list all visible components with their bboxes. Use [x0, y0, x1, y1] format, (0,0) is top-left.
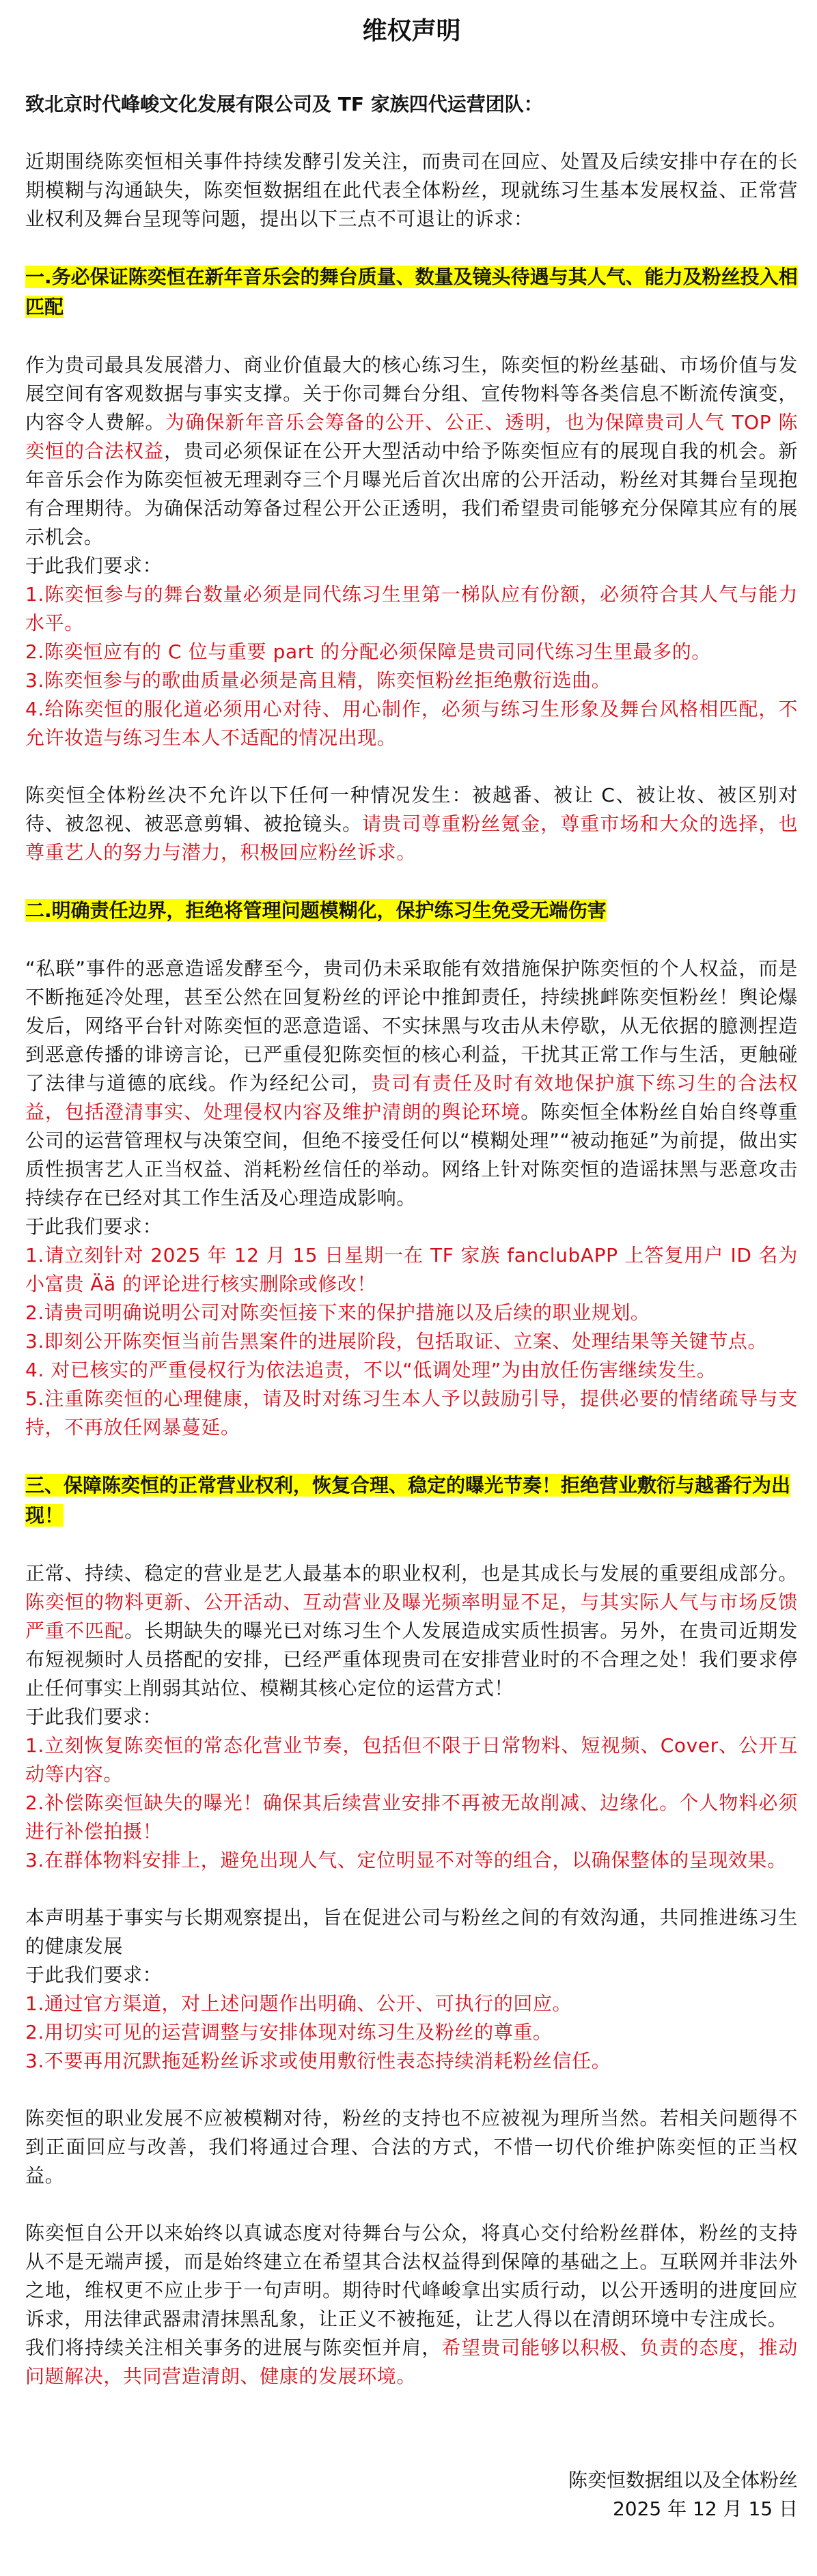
text-line	[25, 580, 798, 638]
signature-block	[25, 2466, 798, 2523]
emphasized-text: 1.通过官方渠道，对上述问题作出明确、公开、可执行的回应。	[25, 1992, 572, 2015]
paragraph-block	[25, 351, 798, 752]
text-line	[25, 552, 798, 580]
section-heading-text	[25, 1471, 798, 1531]
emphasized-text: 2.补偿陈奕恒缺失的曝光！确保其后续营业安排不再被无故削减、边缘化。个人物料必须进行补偿拍摄！	[25, 1792, 798, 1843]
body-text: 于此我们要求：	[25, 1215, 163, 1238]
emphasized-text: 为确保新年音乐会筹备的公开、公正、透明，也为保障贵司人气 TOP 陈奕恒的合法权益	[25, 411, 799, 462]
paragraph-block	[25, 781, 798, 867]
body-text: 正常、持续、稳定的营业是艺人最基本的职业权利，也是其成长与发展的重要组成部分。	[25, 1562, 798, 1585]
document-title: 维权声明	[362, 17, 461, 45]
text-line	[25, 695, 798, 752]
emphasized-text: 4. 对已核实的严重侵权行为依法追责，不以“低调处理”为由放任伤害继续发生。	[25, 1359, 717, 1381]
text-line	[25, 1903, 798, 1961]
emphasized-text: 2.陈奕恒应有的 C 位与重要 part 的分配必须保障是贵司同代练习生里最多的。	[25, 640, 711, 663]
body-text: 。陈奕恒全体粉丝自始自终尊重公司的运营管理权与决策空间，但绝不接受任何以“模糊处理”“被动拖延”为前提，做出实质性损害艺人正当权益、消耗粉丝信任的举动。网络上针对陈奕恒的造谣抹黑与恶意攻击持续存在已经对其工作生活及心理造成影响。	[25, 1101, 798, 1209]
section-heading-text	[25, 896, 798, 926]
emphasized-text: 3.陈奕恒参与的歌曲质量必须是高且精，陈奕恒粉丝拒绝敷衍选曲。	[25, 669, 611, 692]
text-line	[25, 1241, 798, 1299]
body-text: 我们将持续关注相关事务的进展与陈奕恒并肩，	[25, 2336, 442, 2359]
body-text: 于此我们要求：	[25, 1964, 163, 1986]
emphasized-text: 3.即刻公开陈奕恒当前告黑案件的进展阶段，包括取证、立案、处理结果等关键节点。	[25, 1330, 768, 1353]
emphasized-text: 贵司有责任及时有效地保护旗下练习生的合法权益，包括澄清事实、处理侵权内容及维护清朗的舆论环境	[25, 1072, 799, 1123]
text-line	[25, 1961, 798, 1990]
emphasized-text: 1.请立刻针对 2025 年 12 月 15 日星期一在 TF 家族 fanclubAPP 上答复用户 ID 名为小富贵 Ää 的评论进行核实删除或修改！	[25, 1244, 798, 1295]
text-line	[25, 147, 798, 233]
body-text: ，贵司必须保证在公开大型活动中给予陈奕恒应有的展现自我的机会。新年音乐会作为陈奕恒被无理剥夺三个月曝光后首次出席的公开活动，粉丝对其舞台呈现抱有合理期待。为确保活动筹备过程公开公正透明，我们希望贵司能够充分保障其应有的展示机会。	[25, 440, 798, 548]
text-line	[25, 2219, 798, 2334]
paragraph-block	[25, 2219, 798, 2391]
paragraph-block	[25, 1903, 798, 2076]
text-line	[25, 781, 798, 867]
emphasized-text: 请贵司尊重粉丝氪金，尊重市场和大众的选择，也尊重艺人的努力与潜力，积极回应粉丝诉求。	[25, 812, 799, 864]
text-line	[25, 2334, 798, 2391]
signature-date: 2025 年 12 月 15 日	[612, 2497, 798, 2520]
text-line	[25, 2047, 798, 2076]
body-text: 于此我们要求：	[25, 1705, 163, 1728]
body-text: 陈奕恒全体粉丝决不允许以下任何一种情况发生：被越番、被让 C、被让妆、被区别对待、被忽视、被恶意剪辑、被抢镜头。	[25, 784, 798, 835]
emphasized-text: 4.给陈奕恒的服化道必须用心对待、用心制作，必须与练习生形象及舞台风格相匹配，不允许妆造与练习生本人不适配的情况出现。	[25, 698, 798, 749]
emphasized-text: 5.注重陈奕恒的心理健康，请及时对练习生本人予以鼓励引导，提供必要的情绪疏导与支持，不再放任网暴蔓延。	[25, 1387, 798, 1439]
body-text: 近期围绕陈奕恒相关事件持续发酵引发关注，而贵司在回应、处置及后续安排中存在的长期模糊与沟通缺失，陈奕恒数据组在此代表全体粉丝，现就练习生基本发展权益、正常营业权利及舞台呈现等问题，提出以下三点不可退让的诉求：	[25, 150, 798, 230]
body-text: “私联”事件的恶意造谣发酵至今，贵司仍未采取能有效措施保护陈奕恒的个人权益，而是不断拖延冷处理，甚至公然在回复粉丝的评论中推卸责任，持续挑衅陈奕恒粉丝！舆论爆发后，网络平台针对陈奕恒的恶意造谣、不实抹黑与攻击从未停歇，从无依据的臆测捏造到恶意传播的诽谤言论，已严重侵犯陈奕恒的核心利益，干扰其正常工作与生活，更触碰了法律与道德的底线。作为经纪公司，	[25, 957, 798, 1094]
text-line	[25, 638, 798, 666]
paragraph-block	[25, 954, 798, 1442]
text-line	[25, 954, 798, 1213]
text-line	[25, 1356, 798, 1385]
signature-author: 陈奕恒数据组以及全体粉丝	[568, 2469, 798, 2491]
text-line	[25, 1299, 798, 1327]
section-heading-text	[25, 262, 798, 322]
text-line	[25, 2018, 798, 2047]
emphasized-text: 2.请贵司明确说明公司对陈奕恒接下来的保护措施以及后续的职业规划。	[25, 1301, 650, 1324]
text-line	[25, 1846, 798, 1875]
salutation: 致北京时代峰峻文化发展有限公司及 TF 家族四代运营团队：	[25, 93, 543, 115]
text-line	[25, 1213, 798, 1241]
body-text: 本声明基于事实与长期观察提出，旨在促进公司与粉丝之间的有效沟通，共同推进练习生的健康发展	[25, 1906, 798, 1957]
emphasized-text: 2.用切实可见的运营调整与安排体现对练习生及粉丝的尊重。	[25, 2021, 553, 2043]
text-line	[25, 1385, 798, 1442]
emphasized-text: 陈奕恒的物料更新、公开活动、互动营业及曝光频率明显不足，与其实际人气与市场反馈严重不匹配	[25, 1591, 798, 1642]
text-line	[25, 351, 798, 552]
highlighted-heading: 一.务必保证陈奕恒在新年音乐会的舞台质量、数量及镜头待遇与其人气、能力及粉丝投入相匹配	[25, 266, 798, 318]
paragraph-block	[25, 147, 798, 233]
emphasized-text: 希望贵司能够以积极、负责的态度，推动问题解决，共同营造清朗、健康的发展环境。	[25, 2336, 798, 2388]
emphasized-text: 3.在群体物料安排上，避免出现人气、定位明显不对等的组合，以确保整体的呈现效果。	[25, 1849, 787, 1871]
body-text: 于此我们要求：	[25, 554, 163, 577]
text-line	[25, 1990, 798, 2018]
statement-document	[0, 16, 817, 2523]
section-heading	[25, 1471, 798, 1531]
paragraph-block	[25, 2104, 798, 2190]
emphasized-text: 3.不要再用沉默拖延粉丝诉求或使用敷衍性表态持续消耗粉丝信任。	[25, 2050, 611, 2072]
section-heading	[25, 262, 798, 322]
text-line	[25, 2104, 798, 2190]
text-line	[25, 1789, 798, 1846]
emphasized-text: 1.立刻恢复陈奕恒的常态化营业节奏，包括但不限于日常物料、短视频、Cover、公开互动等内容。	[25, 1734, 798, 1785]
text-line	[25, 1327, 798, 1356]
body-text: 作为贵司最具发展潜力、商业价值最大的核心练习生，陈奕恒的粉丝基础、市场价值与发展空间有客观数据与事实支撑。关于你司舞台分组、宣传物料等各类信息不断流传演变，内容令人费解。	[25, 354, 798, 434]
paragraph-block	[25, 1559, 798, 1875]
body-text: 陈奕恒自公开以来始终以真诚态度对待舞台与公众，将真心交付给粉丝群体，粉丝的支持从不是无端声援，而是始终建立在希望其合法权益得到保障的基础之上。互联网并非法外之地，维权更不应止步于一句声明。期待时代峰峻拿出实质行动，以公开透明的进度回应诉求，用法律武器肃清抹黑乱象，让正义不被拖延，让艺人得以在清朗环境中专注成长。	[25, 2222, 798, 2330]
statement-body	[25, 147, 798, 2391]
section-heading	[25, 896, 798, 926]
text-line	[25, 1703, 798, 1731]
highlighted-heading: 三、保障陈奕恒的正常营业权利，恢复合理、稳定的曝光节奏！拒绝营业敷衍与越番行为出现！	[25, 1474, 791, 1527]
text-line	[25, 1559, 798, 1703]
highlighted-heading: 二.明确责任边界，拒绝将管理问题模糊化，保护练习生免受无端伤害	[25, 899, 607, 922]
body-text: 陈奕恒的职业发展不应被模糊对待，粉丝的支持也不应被视为理所当然。若相关问题得不到正面回应与改善，我们将通过合理、合法的方式，不惜一切代价维护陈奕恒的正当权益。	[25, 2107, 798, 2187]
text-line	[25, 1731, 798, 1789]
text-line	[25, 666, 798, 695]
body-text: 。长期缺失的曝光已对练习生个人发展造成实质性损害。另外，在贵司近期发布短视频时人员搭配的安排，已经严重体现贵司在安排营业时的不合理之处！我们要求停止任何事实上削弱其站位、模糊其核心定位的运营方式！	[25, 1619, 798, 1699]
emphasized-text: 1.陈奕恒参与的舞台数量必须是同代练习生里第一梯队应有份额，必须符合其人气与能力水平。	[25, 583, 798, 634]
